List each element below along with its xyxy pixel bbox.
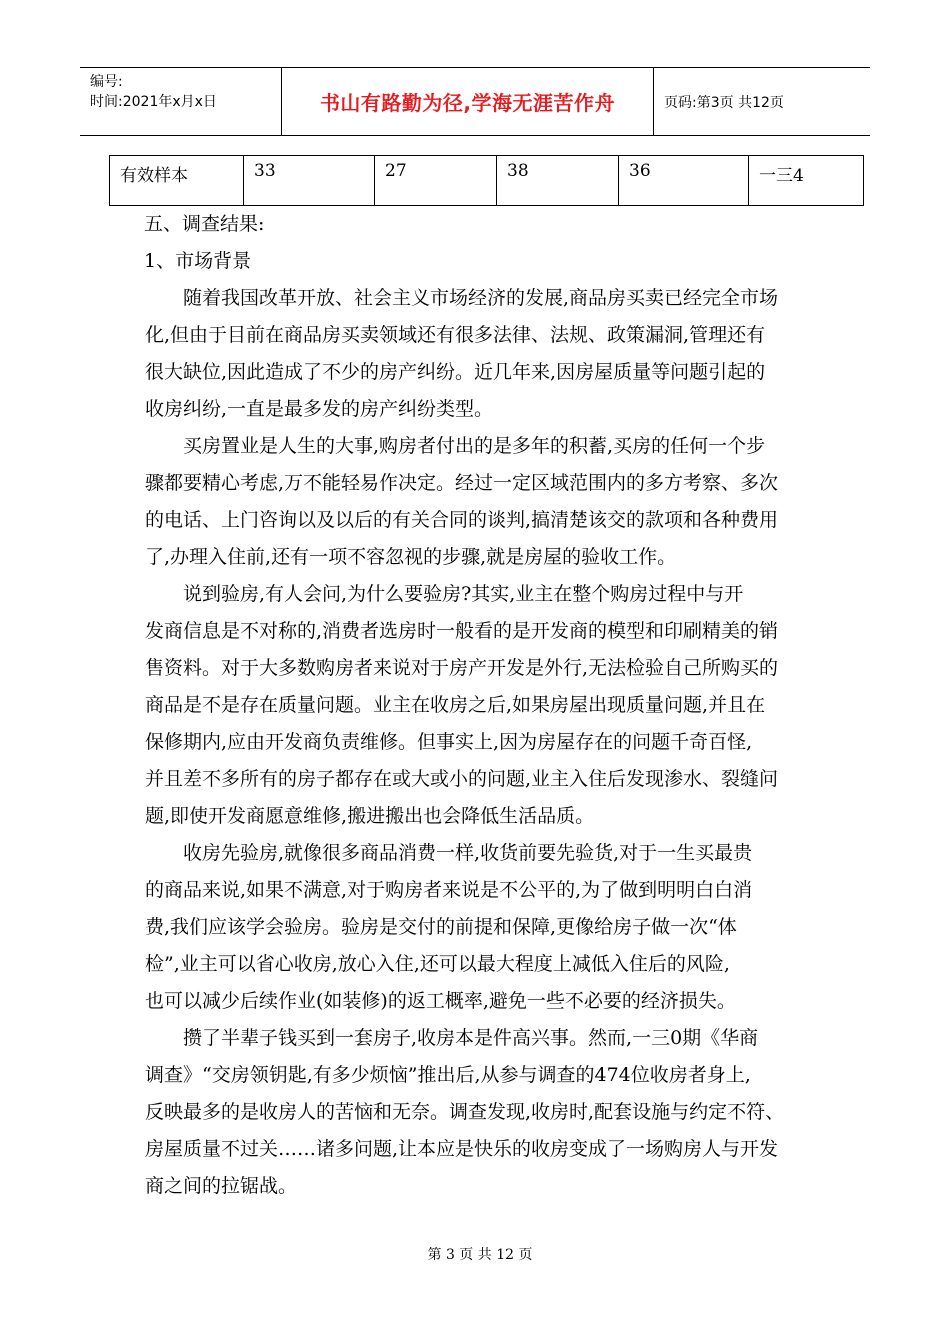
text-line: 反映最多的是收房人的苦恼和无奈。调查发现,收房时,配套设施与约定不符、 [145,1101,785,1123]
body-paragraphs [145,280,805,1205]
text-line: 收房纠纷,一直是最多发的房产纠纷类型。 [145,398,494,420]
table-cell: 有效样本 [110,156,244,206]
text-line: 检”,业主可以省心收房,放心入住,还可以最大程度上减低入住后的风险, [145,953,730,975]
text-line: 的商品来说,如果不满意,对于购房者来说是不公平的,为了做到明明白白消 [145,879,753,901]
section-title: 五、调查结果: [144,213,265,235]
text-line: 调查》“交房领钥匙,有多少烦恼”推出后,从参与调查的474位收房者身上, [145,1064,751,1086]
text-line: 并且差不多所有的房子都存在或大或小的问题,业主入住后发现渗水、裂缝问 [145,768,779,790]
text-line: 攒了半辈子钱买到一套房子,收房本是件高兴事。然而,一三0期《华商 [145,1027,759,1049]
header-motto: 书山有路勤为径,学海无涯苦作舟 [282,68,654,135]
text-line: 题,即使开发商愿意维修,搬进搬出也会降低生活品质。 [145,805,595,827]
text-line: 了,办理入住前,还有一项不容忽视的步骤,就是房屋的验收工作。 [145,546,677,568]
text-line: 费,我们应该学会验房。验房是交付的前提和保障,更像给房子做一次“体 [145,916,737,938]
text-line: 的电话、上门咨询以及以后的有关合同的谈判,搞清楚该交的款项和各种费用 [145,509,779,531]
table-cell: 一三4 [749,156,864,206]
subsection-title: 1、市场背景 [144,250,252,272]
text-line: 买房置业是人生的大事,购房者付出的是多年的积蓄,买房的任何一个步 [145,435,766,457]
page-header [80,67,870,136]
table-cell: 36 [619,156,749,206]
page-footer: 第 3 页 共 12 页 [427,1247,533,1263]
text-line: 房屋质量不过关……诸多问题,让本应是快乐的收房变成了一场购房人与开发 [145,1138,779,1160]
text-line: 商品是不是存在质量问题。业主在收房之后,如果房屋出现质量问题,并且在 [145,694,766,716]
table-cell: 27 [375,156,497,206]
text-line: 收房先验房,就像很多商品消费一样,收货前要先验货,对于一生买最贵 [145,842,753,864]
text-line: 随着我国改革开放、社会主义市场经济的发展,商品房买卖已经完全市场 [145,287,779,309]
table-cell: 33 [244,156,375,206]
header-page-info: 页码:第3页 共12页 [664,94,784,111]
text-line: 发商信息是不对称的,消费者选房时一般看的是开发商的模型和印刷精美的销 [145,620,779,642]
document-body [145,206,805,1205]
table-row [110,156,864,206]
text-line: 商之间的拉锯战。 [145,1175,298,1197]
text-line: 售资料。对于大多数购房者来说对于房产开发是外行,无法检验自己所购买的 [145,657,779,679]
text-line: 也可以减少后续作业(如装修)的返工概率,避免一些不必要的经济损失。 [145,990,736,1012]
text-line: 很大缺位,因此造成了不少的房产纠纷。近几年来,因房屋质量等问题引起的 [145,361,766,383]
text-line: 保修期内,应由开发商负责维修。但事实上,因为房屋存在的问题千奇百怪, [145,731,753,753]
text-line: 说到验房,有人会问,为什么要验房?其实,业主在整个购房过程中与开 [145,583,744,605]
text-line: 骤都要精心考虑,万不能轻易作决定。经过一定区域范围内的多方考察、多次 [145,472,779,494]
header-meta [80,68,282,135]
document-time-label: 时间:2021年x月x日 [90,94,217,110]
document-number-label: 编号: [90,74,123,90]
sample-count-table [109,155,864,206]
table-cell: 38 [497,156,619,206]
text-line: 化,但由于目前在商品房买卖领域还有很多法律、法规、政策漏洞,管理还有 [145,324,766,346]
